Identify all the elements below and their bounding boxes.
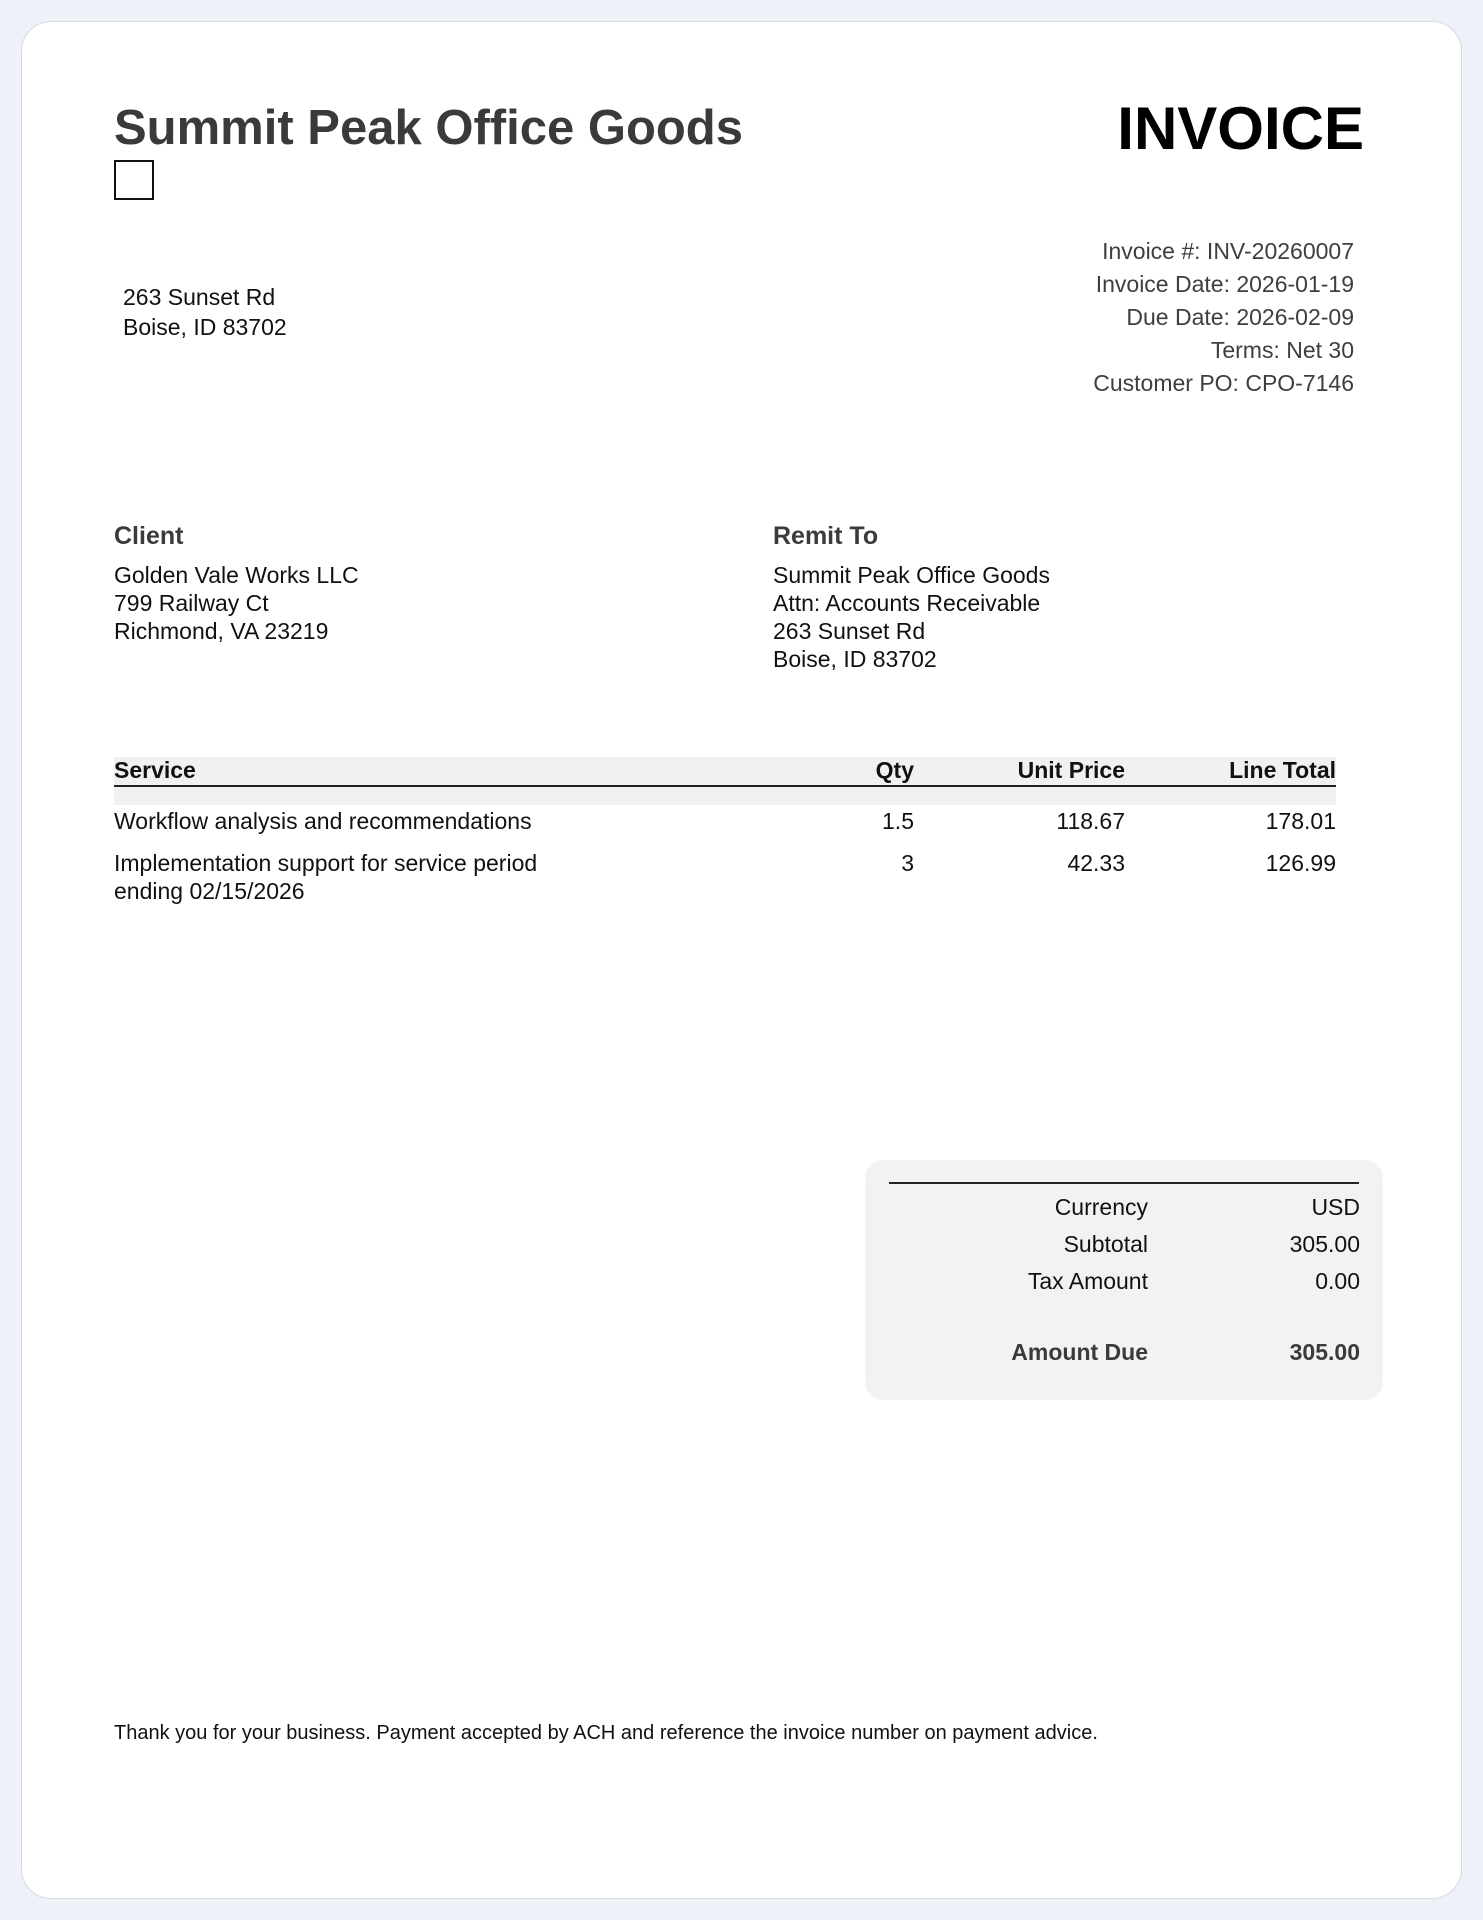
remit-address-line2: Boise, ID 83702	[773, 646, 937, 672]
line-items-table	[114, 757, 1336, 909]
table-header	[114, 757, 1336, 805]
row-qty: 1.5	[882, 808, 914, 834]
row-line-total: 126.99	[1265, 850, 1336, 876]
subtotal-label: Subtotal	[1063, 1231, 1148, 1257]
company-address	[123, 282, 287, 342]
document-title: INVOICE	[1117, 95, 1364, 162]
remit-attn: Attn: Accounts Receivable	[773, 590, 1041, 616]
header-service: Service	[114, 757, 196, 783]
invoice-page	[21, 21, 1462, 1899]
table-row	[114, 849, 1336, 909]
due-date: Due Date: 2026-02-09	[1126, 304, 1354, 330]
invoice-number: Invoice #: INV-20260007	[1102, 238, 1354, 264]
header-qty: Qty	[875, 757, 914, 783]
table-row	[114, 807, 1336, 849]
header-unit-price: Unit Price	[1017, 757, 1125, 783]
client-name: Golden Vale Works LLC	[114, 562, 359, 588]
invoice-date: Invoice Date: 2026-01-19	[1095, 271, 1354, 297]
company-address-line1: 263 Sunset Rd	[123, 284, 276, 310]
totals-panel	[865, 1160, 1383, 1400]
header-line-total: Line Total	[1229, 757, 1336, 783]
amount-due-label: Amount Due	[1011, 1339, 1148, 1365]
row-qty: 3	[901, 850, 914, 876]
logo-placeholder-icon	[114, 160, 154, 200]
client-address-line2: Richmond, VA 23219	[114, 618, 329, 644]
header-rule	[114, 785, 1336, 787]
remit-address-line1: 263 Sunset Rd	[773, 618, 926, 644]
company-address-line2: Boise, ID 83702	[123, 314, 287, 340]
row-unit-price: 42.33	[1067, 850, 1125, 876]
tax-label: Tax Amount	[1027, 1268, 1148, 1294]
currency-value: USD	[1311, 1194, 1360, 1220]
client-address-line1: 799 Railway Ct	[114, 590, 269, 616]
customer-po: Customer PO: CPO-7146	[1093, 370, 1354, 396]
client-heading: Client	[114, 522, 184, 550]
currency-label: Currency	[1054, 1194, 1148, 1220]
tax-value: 0.00	[1315, 1268, 1360, 1294]
remit-heading: Remit To	[773, 522, 879, 550]
footer-note: Thank you for your business. Payment accepted by ACH and reference the invoice number on payment advice.	[114, 1722, 1098, 1744]
row-service: Implementation support for service period ending 02/15/2026	[114, 850, 538, 904]
client-block	[114, 522, 359, 645]
totals-rule	[889, 1182, 1359, 1184]
subtotal-value: 305.00	[1289, 1231, 1360, 1257]
row-line-total: 178.01	[1265, 808, 1336, 834]
invoice-meta	[1093, 235, 1354, 400]
amount-due-value: 305.00	[1289, 1339, 1360, 1365]
row-service: Workflow analysis and recommendations	[114, 808, 532, 834]
remit-to-block	[773, 522, 1050, 673]
company-name: Summit Peak Office Goods	[114, 101, 743, 155]
row-unit-price: 118.67	[1056, 808, 1125, 834]
payment-terms: Terms: Net 30	[1210, 337, 1354, 363]
remit-name: Summit Peak Office Goods	[773, 562, 1050, 588]
